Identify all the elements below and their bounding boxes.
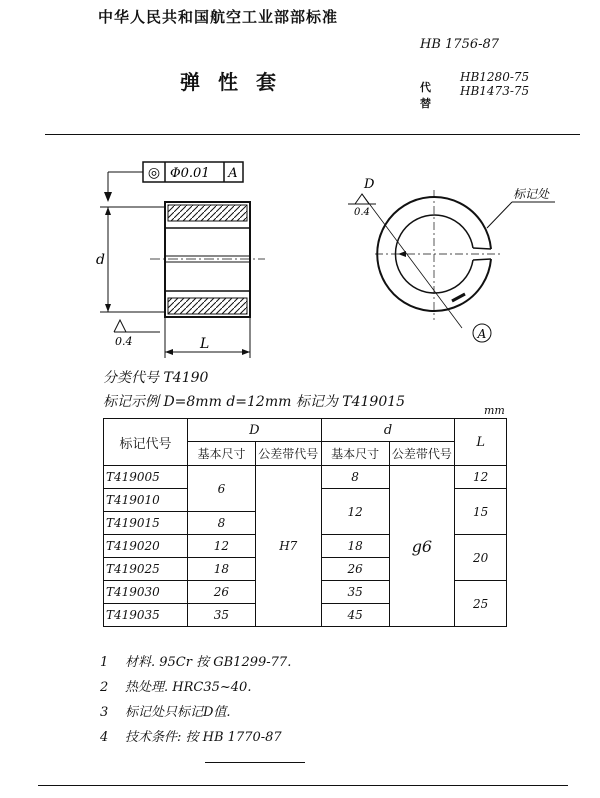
D-value: 35 <box>188 604 256 627</box>
L-value: 25 <box>455 581 507 627</box>
mark-position-label: 标记处 <box>513 187 550 201</box>
note-item: 1 材料. 95Cr 按 GB1299-77. <box>100 655 292 670</box>
D-value: 26 <box>188 581 256 604</box>
class-code: 分类代号 T4190 <box>103 370 209 386</box>
L-value: 15 <box>455 489 507 535</box>
header-d: d <box>321 419 455 442</box>
table-row-code: T419030 <box>104 581 188 604</box>
top-rule <box>45 134 580 135</box>
unit-label: mm <box>484 404 505 417</box>
d-value: 26 <box>321 558 389 581</box>
dim-D-label: D <box>364 177 375 192</box>
table-row-code: T419025 <box>104 558 188 581</box>
ministry-heading: 中华人民共和国航空工业部部标准 <box>98 8 339 26</box>
table-row-code: T419035 <box>104 604 188 627</box>
roughness-value-right: 0.4 <box>354 207 370 218</box>
replaced-standard: HB1280-75 <box>460 70 530 84</box>
header-tolerance: 公差带代号 <box>255 442 321 466</box>
D-value: 6 <box>188 466 256 512</box>
d-tolerance: g6 <box>389 466 455 627</box>
header-mark-code: 标记代号 <box>104 419 188 466</box>
concentricity-icon: ◎ <box>147 165 161 181</box>
sleeve-section <box>150 202 265 317</box>
d-value: 12 <box>321 489 389 535</box>
d-value: 35 <box>321 581 389 604</box>
d-value: 45 <box>321 604 389 627</box>
roughness-value-left: 0.4 <box>115 335 133 348</box>
header-D: D <box>188 419 322 442</box>
marking-example: 标记示例 D=8mm d=12mm 标记为 T419015 <box>103 394 406 410</box>
D-tolerance: H7 <box>255 466 321 627</box>
technical-drawing <box>0 140 600 365</box>
end-rule <box>205 762 305 763</box>
table-row-code: T419010 <box>104 489 188 512</box>
bottom-rule <box>38 785 568 786</box>
sleeve-end-view <box>375 187 555 342</box>
datum-callout: A <box>477 327 487 341</box>
d-value: 8 <box>321 466 389 489</box>
replaced-standard: HB1473-75 <box>460 84 530 98</box>
technical-notes <box>100 650 291 750</box>
header-L: L <box>455 419 507 466</box>
replace-label: 代替 <box>420 81 431 110</box>
d-value: 18 <box>321 535 389 558</box>
dim-d-label: d <box>96 252 105 268</box>
D-value: 12 <box>188 535 256 558</box>
tolerance-frame <box>104 162 243 202</box>
datum-label: A <box>228 166 238 181</box>
spec-table <box>103 418 507 627</box>
header-basic-size: 基本尺寸 <box>321 442 389 466</box>
header-tolerance: 公差带代号 <box>389 442 455 466</box>
tolerance-value: Φ0.01 <box>170 166 210 181</box>
header-basic-size: 基本尺寸 <box>188 442 256 466</box>
L-value: 12 <box>455 466 507 489</box>
table-row-code: T419015 <box>104 512 188 535</box>
L-value: 20 <box>455 535 507 581</box>
dim-L-label: L <box>200 336 210 352</box>
note-item: 3 标记处只标记D值. <box>100 705 231 720</box>
page-title: 弹性套 <box>180 70 294 94</box>
standard-number: HB 1756-87 <box>420 37 500 52</box>
note-item: 4 技术条件: 按 HB 1770-87 <box>100 730 282 745</box>
roughness-symbol-left <box>114 320 160 348</box>
D-value: 8 <box>188 512 256 535</box>
note-item: 2 热处理. HRC35~40. <box>100 680 252 695</box>
table-row-code: T419020 <box>104 535 188 558</box>
table-row-code: T419005 <box>104 466 188 489</box>
D-value: 18 <box>188 558 256 581</box>
